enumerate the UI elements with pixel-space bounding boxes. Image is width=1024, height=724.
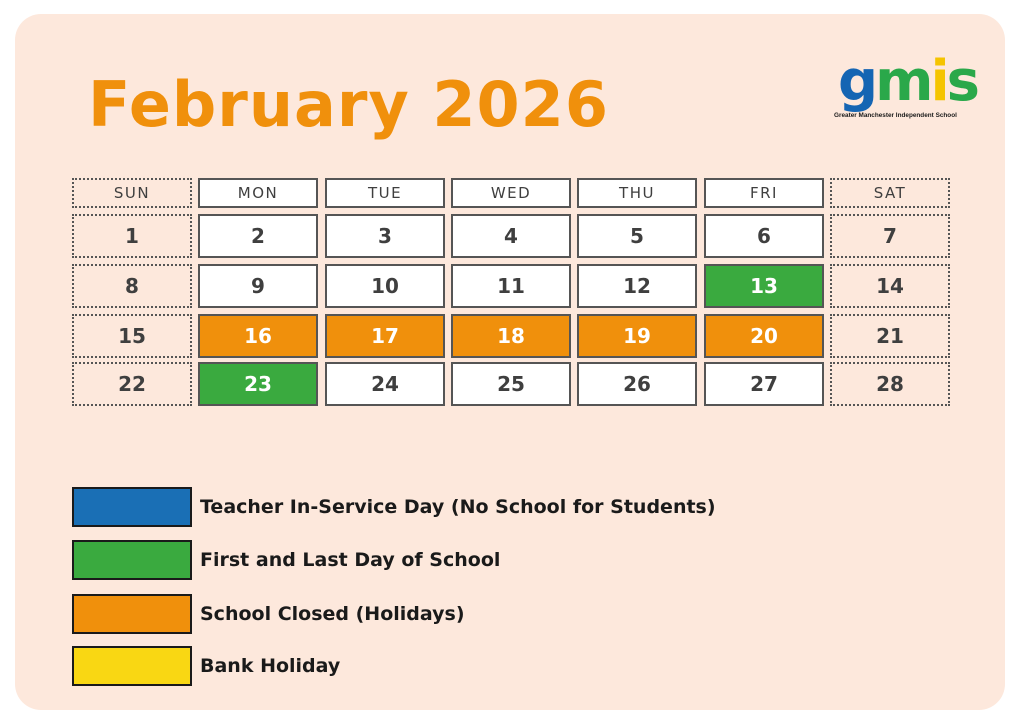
day-cell-26: 26 <box>577 362 697 406</box>
weekday-header-sun: SUN <box>72 178 192 208</box>
day-cell-8: 8 <box>72 264 192 308</box>
weekday-header-mon: MON <box>198 178 318 208</box>
day-cell-13: 13 <box>704 264 824 308</box>
weekday-header-thu: THU <box>577 178 697 208</box>
day-cell-3: 3 <box>325 214 445 258</box>
legend-swatch-green <box>72 540 192 580</box>
calendar-title: February 2026 <box>88 68 609 141</box>
day-cell-23: 23 <box>198 362 318 406</box>
legend-label: Bank Holiday <box>200 655 341 677</box>
day-cell-6: 6 <box>704 214 824 258</box>
legend-item-first-last-day <box>72 540 772 580</box>
day-cell-5: 5 <box>577 214 697 258</box>
day-cell-25: 25 <box>451 362 571 406</box>
logo-letter-i: i <box>930 49 947 114</box>
school-logo <box>834 40 984 125</box>
weekday-header-wed: WED <box>451 178 571 208</box>
legend-label: School Closed (Holidays) <box>200 603 465 625</box>
logo-letter-g: g <box>838 49 876 114</box>
day-cell-16: 16 <box>198 314 318 358</box>
legend-swatch-blue <box>72 487 192 527</box>
logo-letter-s: s <box>946 49 977 114</box>
legend-item-bank-holiday <box>72 646 772 686</box>
day-cell-9: 9 <box>198 264 318 308</box>
day-cell-24: 24 <box>325 362 445 406</box>
day-cell-17: 17 <box>325 314 445 358</box>
day-cell-28: 28 <box>830 362 950 406</box>
legend-item-teacher-in-service <box>72 487 772 527</box>
weekday-header-fri: FRI <box>704 178 824 208</box>
day-cell-10: 10 <box>325 264 445 308</box>
day-cell-7: 7 <box>830 214 950 258</box>
legend-swatch-orange <box>72 594 192 634</box>
day-cell-12: 12 <box>577 264 697 308</box>
day-cell-15: 15 <box>72 314 192 358</box>
day-cell-27: 27 <box>704 362 824 406</box>
day-cell-19: 19 <box>577 314 697 358</box>
legend-label: First and Last Day of School <box>200 549 501 571</box>
legend-label: Teacher In-Service Day (No School for Students) <box>200 496 716 518</box>
day-cell-20: 20 <box>704 314 824 358</box>
day-cell-21: 21 <box>830 314 950 358</box>
logo-letter-m: m <box>875 49 931 114</box>
day-cell-1: 1 <box>72 214 192 258</box>
day-cell-18: 18 <box>451 314 571 358</box>
day-cell-14: 14 <box>830 264 950 308</box>
day-cell-2: 2 <box>198 214 318 258</box>
logo-subtitle: Greater Manchester Independent School <box>834 112 957 119</box>
legend-item-school-closed <box>72 594 772 634</box>
logo-wordmark <box>838 40 977 114</box>
day-cell-4: 4 <box>451 214 571 258</box>
day-cell-11: 11 <box>451 264 571 308</box>
weekday-header-tue: TUE <box>325 178 445 208</box>
weekday-header-sat: SAT <box>830 178 950 208</box>
day-cell-22: 22 <box>72 362 192 406</box>
legend-swatch-yellow <box>72 646 192 686</box>
